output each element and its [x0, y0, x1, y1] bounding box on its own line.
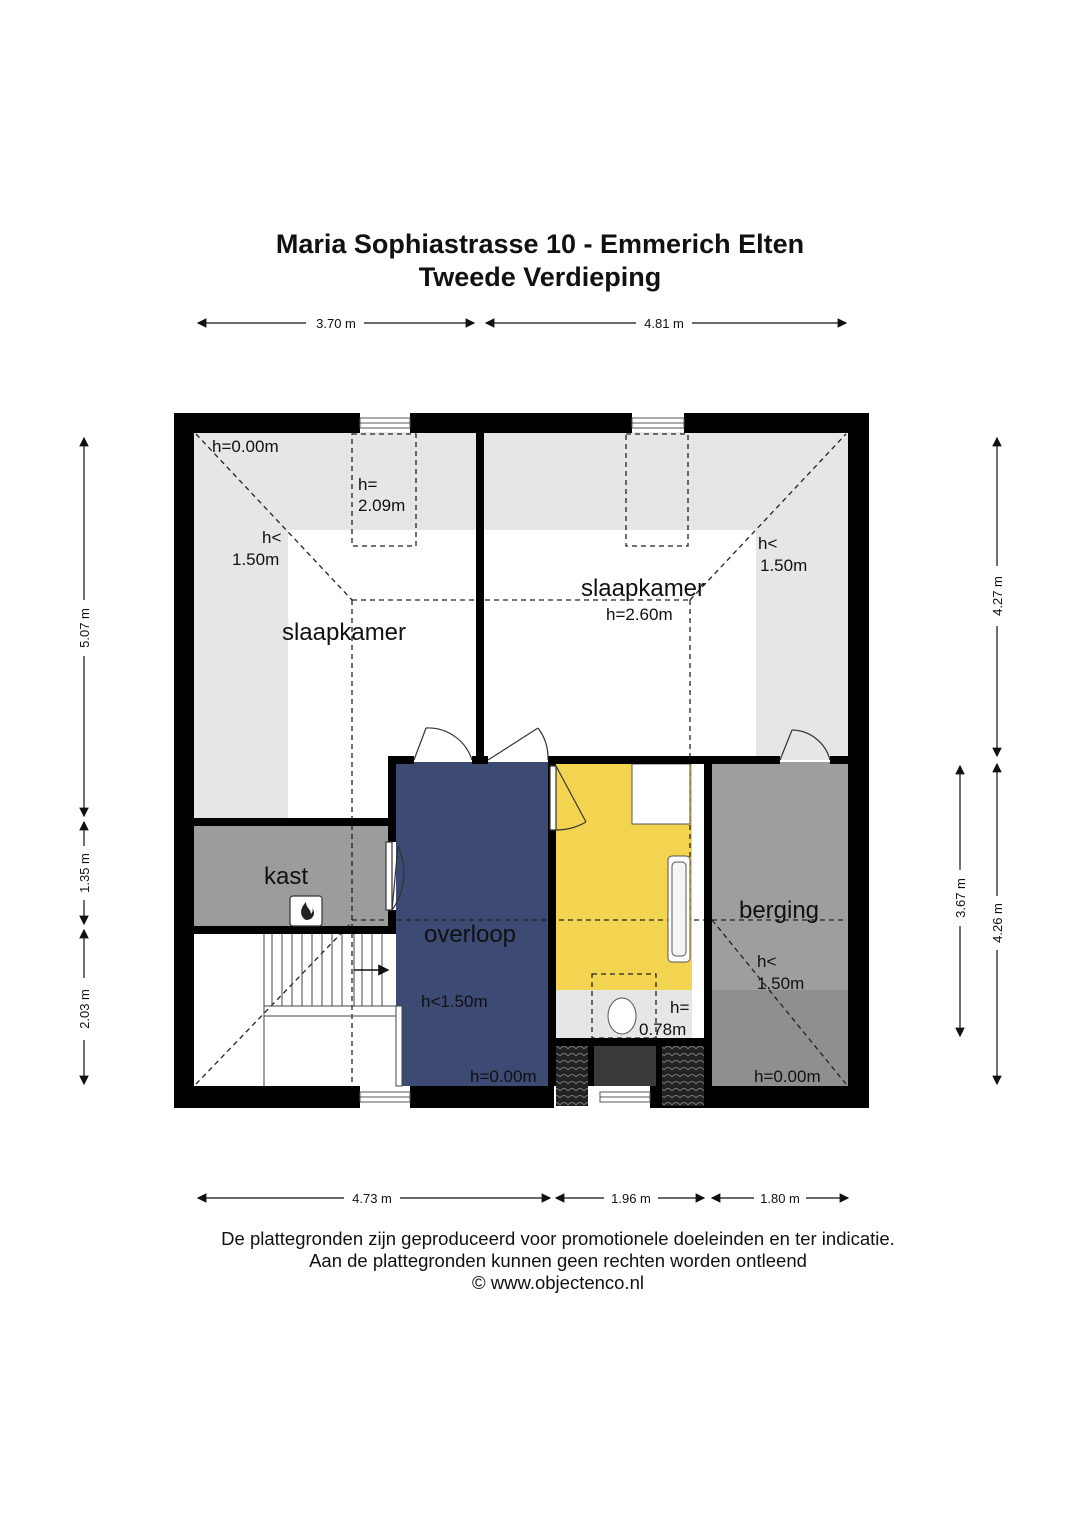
toilet	[608, 998, 636, 1034]
dimension-left-middle: 1.35 m	[77, 853, 92, 893]
height-bathroom-a: h=	[670, 998, 690, 1017]
height-landing-corner: h=0.00m	[470, 1067, 537, 1086]
bathtub-inner	[672, 862, 686, 956]
shower	[632, 764, 690, 824]
height-bedroom-left-dormer-b: 2.09m	[358, 496, 406, 515]
height-bedroom-right-slope-a: h<	[758, 534, 778, 553]
stairwell-fill	[194, 934, 394, 1086]
height-bedroom-left-dormer-a: h=	[358, 475, 378, 494]
dimension-bottom-left: 4.73 m	[352, 1191, 392, 1206]
height-storage-slope-a: h<	[757, 952, 777, 971]
height-storage-slope-b: 1.50m	[757, 974, 805, 993]
height-bathroom-b: 0.78m	[639, 1020, 687, 1039]
disclaimer-line-2: Aan de plattegronden kunnen geen rechten worden ontleend	[309, 1250, 807, 1271]
room-label-closet: kast	[263, 863, 309, 890]
height-bedroom-right-slope-b: 1.50m	[760, 556, 808, 575]
dimension-bottom-middle: 1.96 m	[611, 1191, 651, 1206]
stair-railing	[396, 1006, 402, 1086]
roof-tile-left	[556, 1046, 588, 1106]
dimension-bottom-right: 1.80 m	[760, 1191, 800, 1206]
dimension-right-upper: 4.27 m	[990, 576, 1005, 616]
dimension-top-left: 3.70 m	[316, 316, 356, 331]
height-bedroom-left-slope-a: h<	[262, 528, 282, 547]
boiler	[290, 896, 322, 926]
dimension-right-inner: 3.67 m	[953, 878, 968, 918]
room-label-bedroom-left: slaapkamer	[281, 619, 407, 646]
height-bedroom-right: h=2.60m	[606, 605, 673, 624]
roof-tile-right	[662, 1046, 704, 1106]
room-label-storage: berging	[738, 897, 820, 924]
chimney-block	[594, 1046, 656, 1086]
room-label-bedroom-right: slaapkamer	[580, 575, 706, 602]
height-landing-slope: h<1.50m	[421, 992, 488, 1011]
plan-subtitle: Tweede Verdieping	[418, 262, 662, 292]
copyright-line: © www.objectenco.nl	[472, 1272, 644, 1293]
plan-title: Maria Sophiastrasse 10 - Emmerich Elten	[275, 229, 805, 259]
height-bedroom-left-corner: h=0.00m	[212, 437, 279, 456]
dimension-top-right: 4.81 m	[644, 316, 684, 331]
dimension-left-upper: 5.07 m	[77, 608, 92, 648]
height-storage-corner: h=0.00m	[754, 1067, 821, 1086]
height-bedroom-left-slope-b: 1.50m	[232, 550, 280, 569]
dimension-left-lower: 2.03 m	[77, 989, 92, 1029]
bedroom-right-full-height-zone	[484, 530, 756, 760]
room-label-landing: overloop	[423, 921, 517, 948]
dimension-right-lower: 4.26 m	[990, 903, 1005, 943]
disclaimer-line-1: De plattegronden zijn geproduceerd voor promotionele doeleinden en ter indicatie.	[221, 1228, 895, 1249]
